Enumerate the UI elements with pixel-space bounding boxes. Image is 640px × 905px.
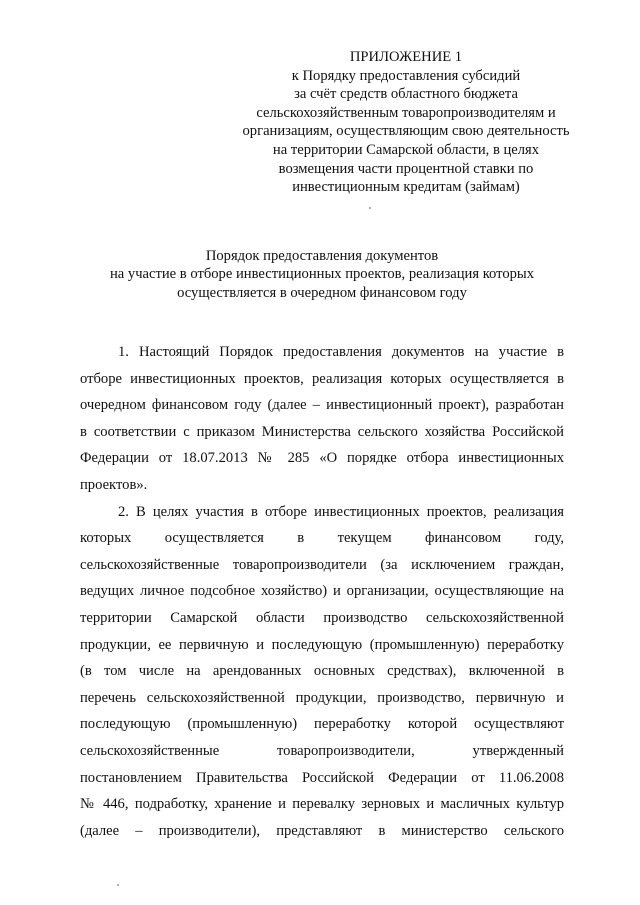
scan-speck: [117, 884, 119, 886]
title-line: на участие в отборе инвестиционных проектов, реализация которых: [109, 266, 535, 283]
appendix-line: инвестиционным кредитам (займам): [292, 179, 520, 196]
text-line: в соответствии с приказом Министерства сельского хозяйства Российской: [80, 423, 564, 440]
appendix-line: организациям, осуществляющим свою деятельность: [242, 123, 570, 140]
paragraph-2: [80, 499, 564, 845]
text-line: которых осуществляется в текущем финансовом году,: [80, 530, 564, 547]
text-line: ведущих личное подсобное хозяйство) и организации, осуществляющие на: [80, 583, 564, 600]
title-line: осуществляется в очередном финансовом году: [177, 284, 467, 301]
text-line: сельскохозяйственные товаропроизводители (за исключением граждан,: [80, 556, 564, 573]
text-line: сельскохозяйственные товаропроизводители, утвержденный: [80, 742, 564, 759]
text-line: отборе инвестиционных проектов, реализация которых осуществляется в: [80, 370, 564, 387]
text-line: очередном финансовом году (далее – инвестиционный проект), разработан: [80, 397, 564, 414]
text-line: (далее – производители), представляют в министерство сельского: [80, 822, 564, 839]
text-line: территории Самарской области производство сельскохозяйственной: [80, 609, 564, 626]
document-body: [80, 339, 564, 844]
title-line: Порядок предоставления документов: [205, 248, 439, 264]
text-line: последующую (промышленную) переработку которой осуществляют: [80, 716, 564, 733]
text-line: Федерации от 18.07.2013 № 285 «О порядке отбора инвестиционных: [80, 450, 564, 467]
text-line: продукции, ее первичную и последующую (промышленную) переработку: [80, 636, 564, 653]
scan-speck: [369, 207, 371, 209]
appendix-header: [228, 48, 584, 197]
text-line: проектов».: [80, 476, 148, 493]
text-line: перечень сельскохозяйственной продукции, производство, первичную и: [80, 689, 564, 706]
text-line: 1. Настоящий Порядок предоставления документов на участие в: [118, 344, 564, 360]
text-line: (в том числе на арендованных основных средствах), включенной в: [80, 663, 564, 680]
appendix-line: сельскохозяйственным товаропроизводителям и: [256, 104, 556, 121]
document-title: [80, 247, 564, 302]
text-line: 2. В целях участия в отборе инвестиционных проектов, реализация: [118, 503, 564, 520]
appendix-line: на территории Самарской области, в целях: [272, 141, 540, 158]
appendix-line: возмещения части процентной ставки по: [278, 160, 534, 177]
appendix-heading: ПРИЛОЖЕНИЕ 1: [349, 49, 463, 65]
paragraph-1: [80, 339, 564, 499]
appendix-line: к Порядку предоставления субсидий: [291, 67, 521, 84]
text-line: постановлением Правительства Российской Федерации от 11.06.2008: [80, 769, 564, 786]
appendix-line: за счёт средств областного бюджета: [294, 86, 518, 103]
text-line: № 446, подработку, хранение и перевалку зерновых и масличных культур: [80, 796, 564, 813]
